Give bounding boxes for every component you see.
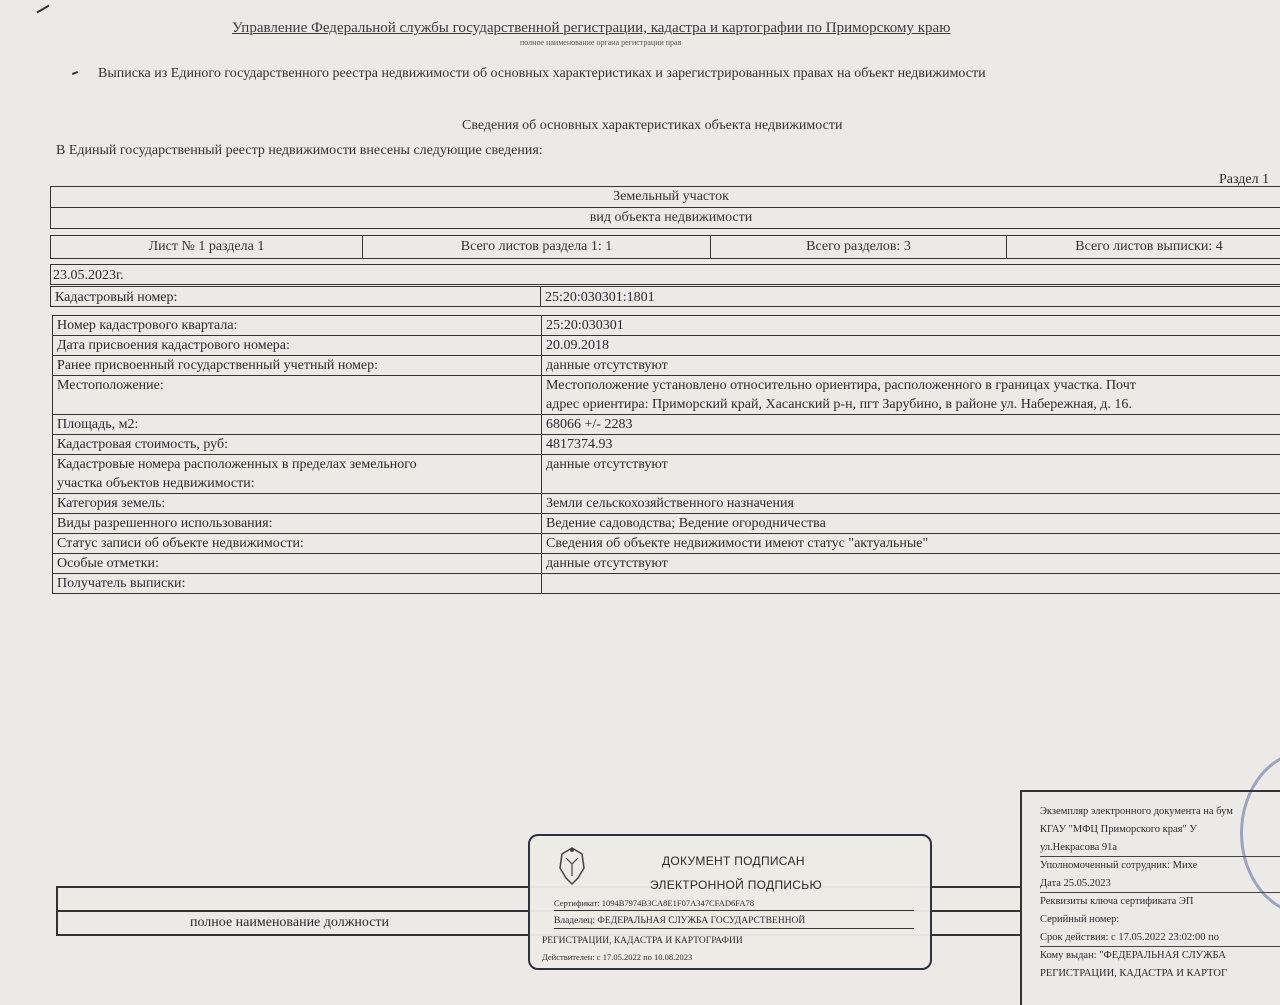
row-value: Сведения об объекте недвижимости имеют статус "актуальные": [542, 534, 1280, 554]
stamp-rule: [554, 928, 914, 929]
stamp-validity: Действителен: с 17.05.2022 по 10.08.2023: [542, 952, 692, 962]
location-line-1: Местоположение установлено относительно ориентира, расположенного в границах участка. Почт: [546, 376, 1280, 395]
position-caption: полное наименование должности: [190, 915, 389, 931]
table-row: [53, 356, 1280, 376]
sheets-in-section: Всего листов раздела 1: 1: [363, 236, 711, 258]
sheets-row: [50, 235, 1280, 259]
row-label: Дата присвоения кадастрового номера:: [53, 336, 542, 356]
copy-line: РЕГИСТРАЦИИ, КАДАСТРА И КАРТОГ: [1040, 968, 1227, 979]
cadastral-value: 25:20:030301:1801: [541, 287, 655, 306]
row-label: Получатель выписки:: [53, 574, 542, 594]
stamp-certificate: Сертификат: 1094B7974B3CA8E1F07A347CFAD6FA78: [554, 898, 754, 908]
copy-line: ул.Некрасова 91а: [1040, 842, 1117, 853]
stamp-owner-cont: РЕГИСТРАЦИИ, КАДАСТРА И КАРТОГРАФИИ: [542, 936, 743, 946]
copy-rule: [1040, 946, 1280, 947]
table-row: [53, 336, 1280, 356]
copy-line: Экземпляр электронного документа на бум: [1040, 806, 1233, 817]
table-row: [53, 534, 1280, 554]
table-row: [53, 415, 1280, 435]
table-row: [53, 494, 1280, 514]
location-line-2: адрес ориентира: Приморский край, Хасанский р-н, пгт Зарубино, в районе ул. Набережная, д. 16.: [546, 395, 1280, 414]
row-label: Виды разрешенного использования:: [53, 514, 542, 534]
table-row: [53, 554, 1280, 574]
row-label: Ранее присвоенный государственный учетный номер:: [53, 356, 542, 376]
row-label: Категория земель:: [53, 494, 542, 514]
object-type-caption: вид объекта недвижимости: [51, 208, 1280, 228]
stamp-subtitle: ЭЛЕКТРОННОЙ ПОДПИСЬЮ: [650, 878, 822, 892]
characteristics-table: [52, 315, 1280, 594]
paper-copy-certification: [1020, 790, 1280, 1005]
row-value: [542, 376, 1280, 415]
intro-text: В Единый государственный реестр недвижимости внесены следующие сведения:: [56, 143, 543, 159]
table-row: [53, 514, 1280, 534]
row-label: [53, 455, 542, 494]
row-label: Особые отметки:: [53, 554, 542, 574]
row-label: Статус записи об объекте недвижимости:: [53, 534, 542, 554]
stamp-owner: Владелец: ФЕДЕРАЛЬНАЯ СЛУЖБА ГОСУДАРСТВЕННОЙ: [554, 916, 805, 926]
row-label: Кадастровая стоимость, руб:: [53, 435, 542, 455]
cadastral-label: Кадастровый номер:: [51, 287, 541, 306]
row-label: Местоположение:: [53, 376, 542, 415]
e-signature-stamp: [528, 834, 932, 970]
section-title: Сведения об основных характеристиках объекта недвижимости: [462, 118, 842, 134]
row-value: [542, 574, 1280, 594]
row-value: 20.09.2018: [542, 336, 1280, 356]
row-label: Номер кадастрового квартала:: [53, 316, 542, 336]
row-value: Ведение садоводства; Ведение огородничества: [542, 514, 1280, 534]
sheet-number: Лист № 1 раздела 1: [51, 236, 363, 258]
copy-line: Серийный номер:: [1040, 914, 1119, 925]
table-row: [53, 316, 1280, 336]
object-type-box: [50, 186, 1280, 229]
stamp-title: ДОКУМЕНТ ПОДПИСАН: [662, 854, 805, 868]
extract-title: Выписка из Единого государственного реестра недвижимости об основных характеристиках и зарегистрированных правах на объект недвижимости: [98, 66, 986, 82]
cadastral-row: [50, 286, 1280, 307]
object-type: Земельный участок: [51, 187, 1280, 208]
row-value: Земли сельскохозяйственного назначения: [542, 494, 1280, 514]
copy-rule: [1040, 892, 1280, 893]
row-value: данные отсутствуют: [542, 356, 1280, 376]
agency-caption: полное наименование органа регистрации прав: [520, 38, 681, 47]
table-row: [53, 376, 1280, 415]
total-sections: Всего разделов: 3: [711, 236, 1007, 258]
table-row: [53, 574, 1280, 594]
row-value: 25:20:030301: [542, 316, 1280, 336]
copy-line: Уполномоченный сотрудник: Михе: [1040, 860, 1197, 871]
copy-line: КГАУ "МФЦ Приморского края" У: [1040, 824, 1197, 835]
table-row: [53, 435, 1280, 455]
label-line-1: Кадастровые номера расположенных в пределах земельного: [57, 455, 537, 474]
coat-of-arms-icon: [554, 844, 590, 888]
copy-rule: [1040, 856, 1280, 857]
row-value: данные отсутствуют: [542, 554, 1280, 574]
copy-line: Дата 25.05.2023: [1040, 878, 1111, 889]
table-row: [53, 455, 1280, 494]
row-label: Площадь, м2:: [53, 415, 542, 435]
row-value: данные отсутствуют: [542, 455, 1280, 494]
copy-line: Срок действия: с 17.05.2022 23:02:00 по: [1040, 932, 1219, 943]
extract-date: 23.05.2023г.: [50, 264, 1280, 285]
copy-line: Кому выдан: "ФЕДЕРАЛЬНАЯ СЛУЖБА: [1040, 950, 1226, 961]
label-line-2: участка объектов недвижимости:: [57, 474, 537, 493]
row-value: 4817374.93: [542, 435, 1280, 455]
row-value: 68066 +/- 2283: [542, 415, 1280, 435]
pen-mark: [36, 5, 49, 14]
stamp-rule: [554, 910, 914, 911]
signature-divider: [56, 886, 58, 934]
total-sheets: Всего листов выписки: 4: [1007, 236, 1280, 258]
copy-line: Реквизиты ключа сертификата ЭП: [1040, 896, 1193, 907]
section-number: Раздел 1: [1219, 172, 1269, 188]
pen-mark: [72, 71, 78, 75]
agency-name: Управление Федеральной службы государственной регистрации, кадастра и картографии по Приморскому краю: [232, 20, 950, 37]
